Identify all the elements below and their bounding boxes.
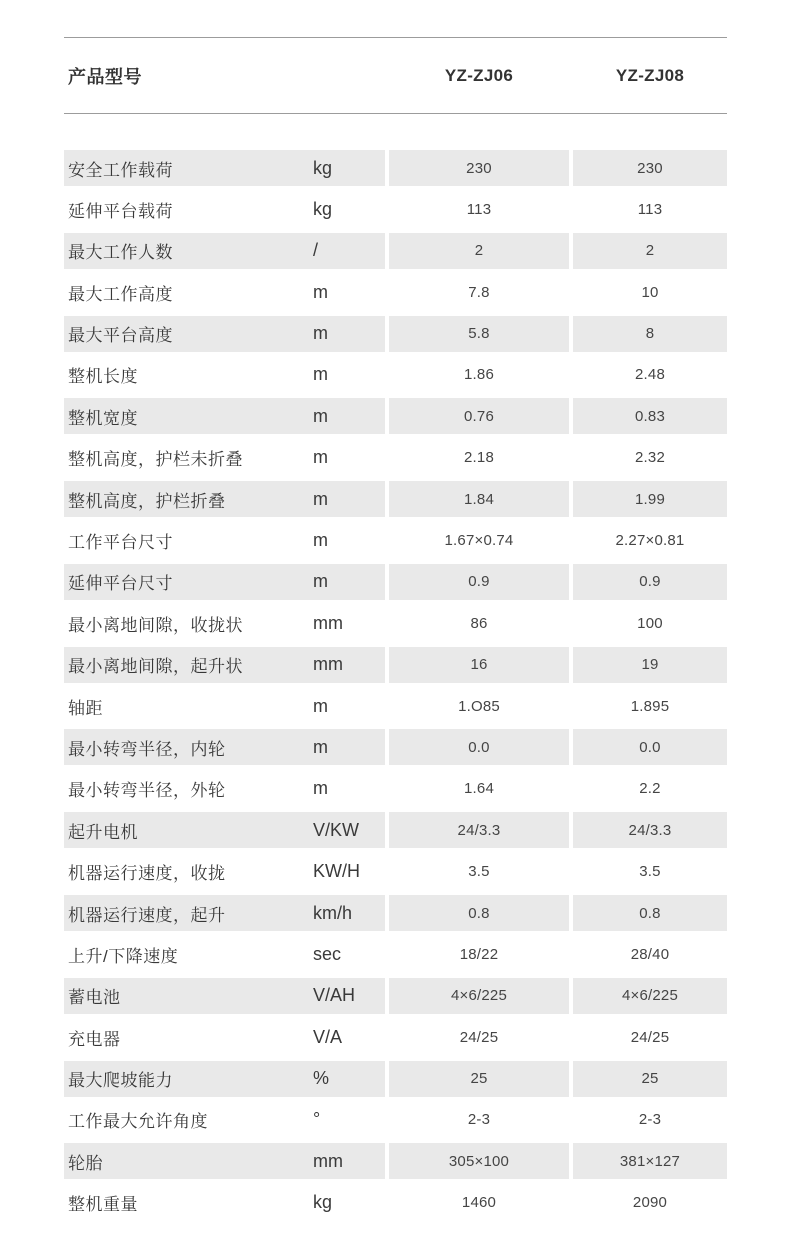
- spec-label: 安全工作载荷: [68, 160, 173, 180]
- spec-value-model2: 2-3: [638, 1111, 662, 1129]
- spec-label: 最小转弯半径，内轮: [68, 739, 226, 759]
- spec-value-model1: 113: [466, 200, 492, 218]
- table-row: [64, 357, 727, 393]
- spec-value-model1: 7.8: [468, 283, 490, 301]
- table-row: [64, 191, 727, 227]
- spec-label-cell: [64, 895, 385, 931]
- spec-label: 最大工作高度: [68, 284, 173, 304]
- spec-label-cell: [64, 564, 385, 600]
- spec-value-model2: 381×127: [573, 1143, 727, 1179]
- spec-unit: sec: [313, 943, 342, 964]
- spec-label-cell: [64, 481, 385, 517]
- spec-value-model2: 28/40: [630, 945, 670, 963]
- spec-value-model2: 25: [573, 1061, 727, 1097]
- model1-name: YZ-ZJ06: [444, 65, 514, 85]
- header-title-cell: [64, 63, 385, 89]
- spec-unit: m: [313, 405, 328, 426]
- spec-value-model1: 1.84: [389, 481, 569, 517]
- spec-label: 整机重量: [68, 1195, 138, 1215]
- spec-label-cell: [64, 1061, 385, 1097]
- spec-rows: [64, 150, 727, 1226]
- spec-value-model1: 1.64: [464, 780, 494, 798]
- spec-value-model1: 24/3.3: [389, 812, 569, 848]
- spec-value-model2: 1.99: [573, 481, 727, 517]
- spec-unit: kg: [313, 1192, 333, 1213]
- spec-value-model2: 2.27×0.81: [615, 532, 685, 550]
- spec-label: 最大工作人数: [68, 243, 173, 263]
- spec-label: 上升/下降速度: [68, 946, 179, 966]
- spec-label-cell: [64, 936, 385, 972]
- spec-value-model2: 0.8: [573, 895, 727, 931]
- spec-value-model2: 0.83: [573, 398, 727, 434]
- spec-label: 最大爬坡能力: [68, 1071, 173, 1091]
- spec-unit: V/A: [313, 1026, 343, 1047]
- spec-unit: kg: [313, 157, 333, 178]
- spec-label: 轴距: [68, 698, 103, 718]
- spec-value-model1: 25: [389, 1061, 569, 1097]
- table-row: [64, 647, 727, 683]
- spec-label-cell: [64, 316, 385, 352]
- spec-value-model1: 1.67×0.74: [444, 532, 514, 550]
- spec-label: 轮胎: [68, 1153, 103, 1173]
- spec-value-model1: 2.18: [464, 449, 494, 467]
- spec-unit: mm: [313, 612, 343, 633]
- spec-label: 整机高度，护栏折叠: [68, 491, 226, 511]
- spec-label-cell: [64, 647, 385, 683]
- spec-label-cell: [64, 274, 385, 310]
- spec-unit: m: [313, 447, 328, 468]
- spec-value-model1: 230: [389, 150, 569, 186]
- table-row: [64, 729, 727, 765]
- spec-value-model1: 1460: [461, 1194, 497, 1212]
- header-model2-cell: [573, 66, 727, 86]
- spec-label-cell: [64, 854, 385, 890]
- spec-label-cell: [64, 233, 385, 269]
- spec-value-model1: 0.76: [389, 398, 569, 434]
- spec-value-model2: 2.48: [635, 366, 665, 384]
- spec-unit: m: [313, 778, 328, 799]
- spec-label-cell: [64, 1185, 385, 1221]
- table-header-row: [64, 38, 727, 113]
- spec-label: 延伸平台尺寸: [68, 574, 173, 594]
- spec-value-model2: 24/3.3: [573, 812, 727, 848]
- spec-unit: /: [313, 240, 319, 261]
- spec-unit: kg: [313, 198, 333, 219]
- spec-label: 最大平台高度: [68, 326, 173, 346]
- spec-label-cell: [64, 771, 385, 807]
- spec-label: 整机高度，护栏未折叠: [68, 450, 243, 470]
- table-row: [64, 481, 727, 517]
- spec-unit: mm: [313, 654, 343, 675]
- table-row: [64, 1061, 727, 1097]
- spec-value-model1: 1.O85: [458, 697, 500, 715]
- spec-label: 整机宽度: [68, 408, 138, 428]
- spec-label-cell: [64, 1019, 385, 1055]
- spec-unit: V/AH: [313, 985, 356, 1006]
- table-row: [64, 398, 727, 434]
- spec-label: 充电器: [68, 1029, 121, 1049]
- table-row: [64, 1185, 727, 1221]
- table-row: [64, 316, 727, 352]
- spec-value-model1: 18/22: [459, 945, 499, 963]
- spec-label-cell: [64, 812, 385, 848]
- spec-label-cell: [64, 1102, 385, 1138]
- spec-value-model2: 2090: [632, 1194, 668, 1212]
- spec-value-model2: 0.9: [573, 564, 727, 600]
- spec-value-model2: 3.5: [639, 863, 661, 881]
- spec-value-model1: 305×100: [389, 1143, 569, 1179]
- spec-value-model2: 100: [637, 614, 663, 632]
- spec-label-cell: [64, 191, 385, 227]
- spec-label-cell: [64, 523, 385, 559]
- spec-label: 工作平台尺寸: [68, 533, 173, 553]
- spec-label-cell: [64, 150, 385, 186]
- spec-label-cell: [64, 688, 385, 724]
- table-row: [64, 605, 727, 641]
- spec-value-model2: 8: [573, 316, 727, 352]
- spec-unit: m: [313, 281, 328, 302]
- spec-label: 最小转弯半径，外轮: [68, 781, 226, 801]
- spec-unit: °: [313, 1109, 321, 1130]
- product-model-header-label: 产品型号: [68, 66, 142, 87]
- spec-value-model2: 4×6/225: [573, 978, 727, 1014]
- table-row: [64, 1102, 727, 1138]
- spec-value-model1: 24/25: [459, 1028, 499, 1046]
- spec-label-cell: [64, 1143, 385, 1179]
- spec-value-model1: 4×6/225: [389, 978, 569, 1014]
- table-row: [64, 440, 727, 476]
- spec-value-model1: 16: [389, 647, 569, 683]
- spec-unit: KW/H: [313, 861, 360, 882]
- table-row: [64, 564, 727, 600]
- spec-label: 最小离地间隙，起升状: [68, 657, 243, 677]
- table-row: [64, 1143, 727, 1179]
- spec-value-model2: 10: [641, 283, 659, 301]
- spec-label: 蓄电池: [68, 988, 121, 1008]
- table-row: [64, 274, 727, 310]
- model2-name: YZ-ZJ08: [615, 65, 685, 85]
- spec-value-model2: 1.895: [630, 697, 670, 715]
- spec-unit: m: [313, 364, 328, 385]
- spec-value-model1: 2: [389, 233, 569, 269]
- spec-unit: km/h: [313, 902, 353, 923]
- spec-value-model2: 113: [637, 200, 663, 218]
- spec-label: 工作最大允许角度: [68, 1112, 208, 1132]
- spec-value-model1: 5.8: [389, 316, 569, 352]
- spec-value-model1: 0.9: [389, 564, 569, 600]
- spec-label: 机器运行速度，收拢: [68, 864, 226, 884]
- spec-label-cell: [64, 357, 385, 393]
- spec-value-model1: 0.8: [389, 895, 569, 931]
- table-row: [64, 233, 727, 269]
- table-row: [64, 523, 727, 559]
- spec-unit: %: [313, 1068, 330, 1089]
- spec-unit: m: [313, 695, 328, 716]
- table-row: [64, 688, 727, 724]
- spec-value-model1: 86: [470, 614, 488, 632]
- spec-value-model2: 230: [573, 150, 727, 186]
- spec-value-model1: 3.5: [468, 863, 490, 881]
- spec-value-model2: 19: [573, 647, 727, 683]
- table-row: [64, 771, 727, 807]
- spec-unit: m: [313, 530, 328, 551]
- spec-value-model2: 24/25: [630, 1028, 670, 1046]
- spec-label: 延伸平台载荷: [68, 201, 173, 221]
- table-row: [64, 150, 727, 186]
- spec-value-model2: 2: [573, 233, 727, 269]
- spec-value-model2: 0.0: [573, 729, 727, 765]
- spec-label: 机器运行速度，起升: [68, 905, 226, 925]
- spec-unit: m: [313, 736, 328, 757]
- spec-unit: m: [313, 323, 328, 344]
- spec-label-cell: [64, 729, 385, 765]
- spec-value-model1: 2-3: [467, 1111, 491, 1129]
- spec-label: 整机长度: [68, 367, 138, 387]
- header-model1-cell: [389, 66, 569, 86]
- table-row: [64, 812, 727, 848]
- table-row: [64, 936, 727, 972]
- spec-label-cell: [64, 440, 385, 476]
- spec-unit: m: [313, 571, 328, 592]
- spec-label: 起升电机: [68, 822, 138, 842]
- spec-value-model1: 0.0: [389, 729, 569, 765]
- header-bottom-rule: [64, 113, 727, 114]
- spec-label: 最小离地间隙，收拢状: [68, 615, 243, 635]
- spec-unit: mm: [313, 1150, 343, 1171]
- spec-unit: V/KW: [313, 819, 360, 840]
- spec-value-model2: 2.2: [639, 780, 661, 798]
- spec-label-cell: [64, 398, 385, 434]
- spec-unit: m: [313, 488, 328, 509]
- table-row: [64, 895, 727, 931]
- table-row: [64, 978, 727, 1014]
- spec-value-model2: 2.32: [635, 449, 665, 467]
- table-row: [64, 1019, 727, 1055]
- spec-label-cell: [64, 978, 385, 1014]
- spec-value-model1: 1.86: [464, 366, 494, 384]
- spec-label-cell: [64, 605, 385, 641]
- table-row: [64, 854, 727, 890]
